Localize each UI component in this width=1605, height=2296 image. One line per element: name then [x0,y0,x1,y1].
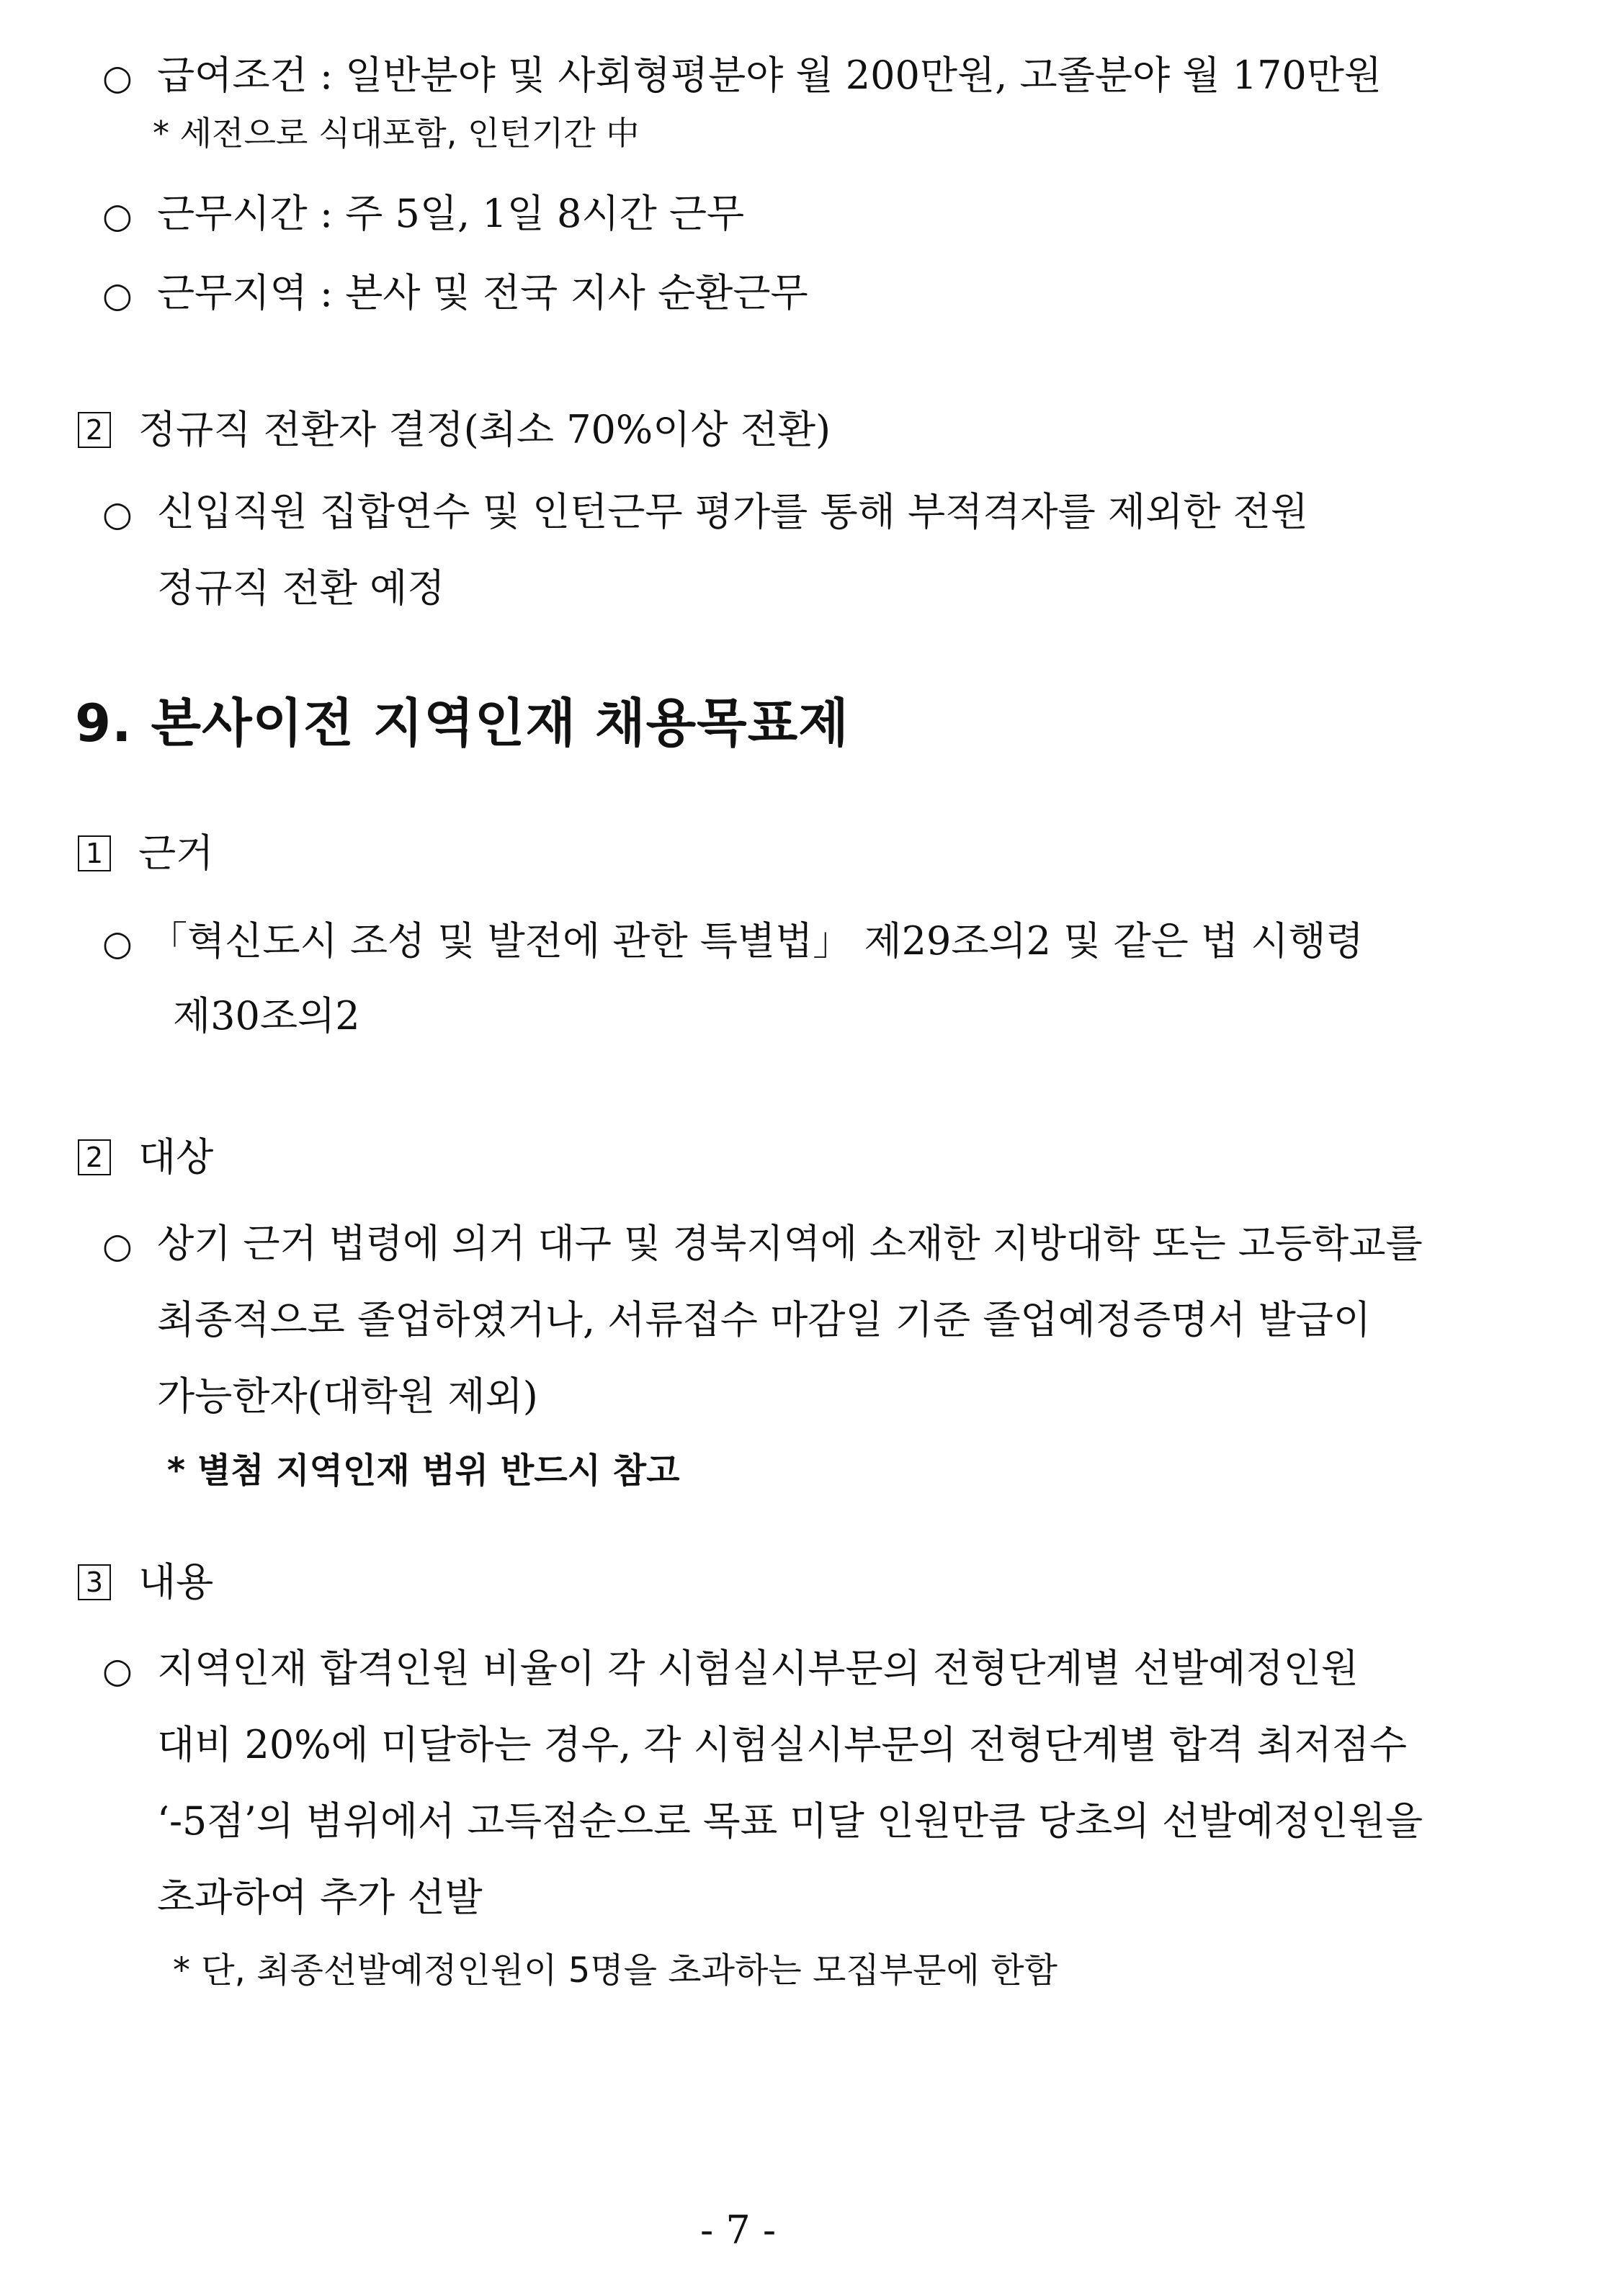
content-line-3: ‘-5점’의 범위에서 고득점순으로 목표 미달 인원만큼 당초의 선발예정인원을 [157,1798,1423,1844]
bullet-icon: ○ [102,275,133,315]
bullet-icon: ○ [102,196,133,236]
target-line-2: 최종적으로 졸업하였거나, 서류접수 마감일 기준 졸업예정증명서 발급이 [157,1297,1372,1342]
basis-line-2: 제30조의2 [173,993,360,1039]
section-heading: 9. 본사이전 지역인재 채용목표제 [75,693,849,753]
subsection-number-box: 2 [78,412,111,448]
subsection-title: 근거 [138,830,214,876]
conversion-line-1: 신입직원 집합연수 및 인턴근무 평가를 통해 부적격자를 제외한 전원 [157,489,1308,534]
bullet-icon: ○ [102,494,133,534]
conversion-line-2: 정규직 전환 예정 [157,565,445,611]
page-number: - 7 - [700,2207,777,2253]
content-line-4: 초과하여 추가 선발 [157,1875,483,1920]
target-note: * 별첨 지역인재 범위 반드시 참고 [167,1450,680,1491]
bullet-icon: ○ [102,58,133,98]
bullet-icon: ○ [102,923,133,964]
work-hours-line: 근무시간 : 주 5일, 1일 8시간 근무 [157,191,745,236]
basis-line-1: 「혁신도시 조성 및 발전에 관한 특별법」 제29조의2 및 같은 법 시행령 [148,918,1364,964]
subsection-number-box: 2 [78,1139,111,1175]
subsection-number-box: 3 [78,1564,111,1600]
subsection-title: 정규직 전환자 결정(최소 70%이상 전환) [138,407,831,452]
content-note: * 단, 최종선발예정인원이 5명을 초과하는 모집부문에 한함 [173,1950,1058,1991]
content-line-2: 대비 20%에 미달하는 경우, 각 시험실시부문의 전형단계별 합격 최저점수 [157,1722,1408,1767]
salary-note: * 세전으로 식대포함, 인턴기간 中 [153,114,640,153]
subsection-title: 내용 [138,1559,214,1605]
work-location-line: 근무지역 : 본사 및 전국 지사 순환근무 [157,270,808,315]
subsection-title: 대상 [138,1134,214,1180]
content-line-1: 지역인재 합격인원 비율이 각 시험실시부문의 전형단계별 선발예정인원 [157,1646,1359,1691]
bullet-icon: ○ [102,1651,133,1691]
bullet-icon: ○ [102,1226,133,1266]
salary-condition-line: 급여조건 : 일반분야 및 사회형평분야 월 200만원, 고졸분야 월 170만원 [157,53,1382,98]
target-line-1: 상기 근거 법령에 의거 대구 및 경북지역에 소재한 지방대학 또는 고등학교를 [157,1221,1423,1266]
target-line-3: 가능한자(대학원 제외) [157,1373,538,1419]
subsection-number-box: 1 [78,835,111,871]
